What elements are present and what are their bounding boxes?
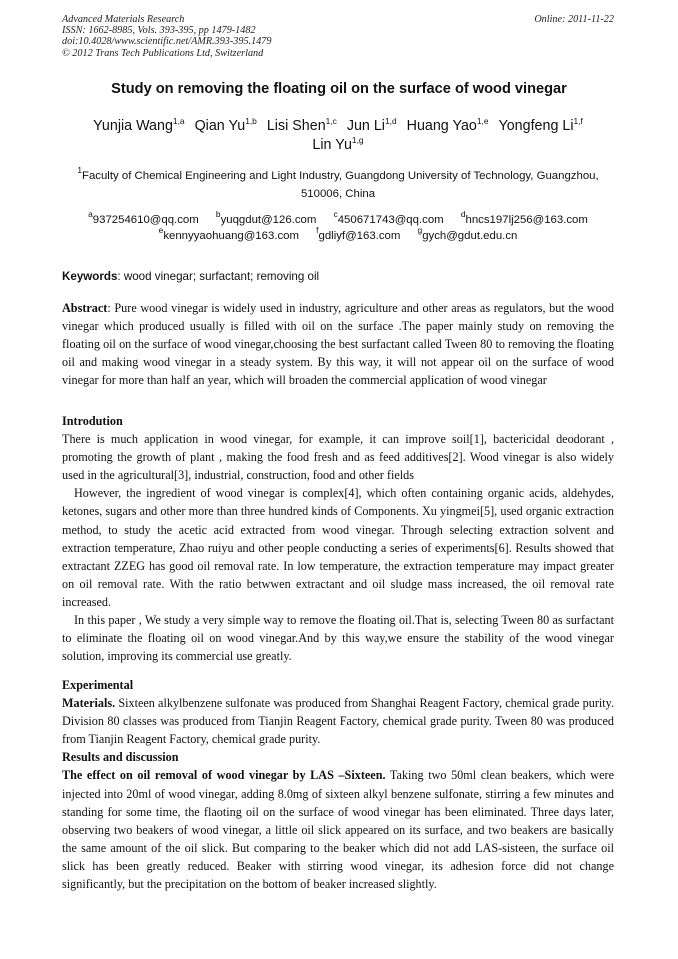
author: Lin Yu$^{1,g}$ bbox=[312, 134, 364, 153]
author: Huang Yao$^{1,e}$ bbox=[406, 116, 489, 134]
abstract-label: Abstract bbox=[62, 301, 108, 315]
experimental-section bbox=[62, 676, 614, 893]
results-heading: Results and discussion bbox=[62, 750, 179, 765]
issn-line: ISSN: 1662-8985, Vols. 393-395, pp 1479-1482 bbox=[62, 25, 256, 37]
author-email[interactable]: $^a$937254610@qq.com bbox=[88, 209, 199, 226]
author-email[interactable]: $^c$450671743@qq.com bbox=[333, 209, 444, 226]
doi-line: doi:10.4028/www.scientific.net/AMR.393-395.1479 bbox=[62, 36, 272, 48]
author-email[interactable]: $^e$kennyyaohuang@163.com bbox=[158, 224, 299, 242]
intro-paragraph-2: However, the ingredient of wood vinegar is complex[4], which often containing organic acids, aldehydes, ketones, sugars and other more than three hundred kinds of Components. Xu yingmei[5], used organic extraction method, to study the acetic acid extracted from wood vinegar. Through selecting extraction solvent and extraction temperature, Zhao ruiyu and other people conducting a series of experiments[6]. Results showed that extractant ZZEG has good oil removal rate. In low temperature, the extraction temperature may impact greater on oil removal rate. With the ratio betwwen extractant and oil sludge mass increased, the oil removal rate increased. bbox=[62, 486, 614, 609]
author: Jun Li$^{1,d}$ bbox=[346, 116, 397, 134]
journal-name: Advanced Materials Research bbox=[62, 14, 185, 25]
email-list bbox=[62, 209, 614, 244]
experimental-heading: Experimental bbox=[62, 678, 134, 692]
introduction-heading: Introdution bbox=[62, 414, 123, 428]
author: Yongfeng Li$^{1,f}$ bbox=[498, 116, 583, 134]
copyright-line: © 2012 Trans Tech Publications Ltd, Switzerland bbox=[62, 47, 264, 59]
materials-paragraph: Materials. Sixteen alkylbenzene sulfonate was produced from Shanghai Reagent Factory, chemical grade purity. Division 80 classes was produced from Tianjin Reagent Factory, chemical grade purity. Tween 80 was produced from Tianjin Reagent Factory, chemical grade purity. bbox=[62, 696, 614, 747]
keywords bbox=[62, 270, 614, 283]
intro-paragraph-3: In this paper , We study a very simple way to remove the floating oil.That is, selecting Tween 80 as surfactant to eliminate the floating oil on wood vinegar.And by this way,we ensure the stability of the wood vinegar solution, improving its commercial use greatly. bbox=[62, 613, 614, 664]
abstract-text: : Pure wood vinegar is widely used in industry, agriculture and other areas as regulators, but the wood vinegar which produced usually is filled with oil on the surface .The paper mainly study on removing the floating oil on the surface of wood vinegar,choosing the best surfactant called Tween 80 to removing the floating oil and making wood vinegar in a steady system. By this way, it will not appear oil on the surface of wood vinegar for more than half an year, which will broaden the commercial application of wood vinegar bbox=[62, 301, 614, 388]
author: Lisi Shen$^{1,c}$ bbox=[266, 116, 337, 134]
author-email[interactable]: $^f$gdliyf@163.com bbox=[316, 224, 401, 242]
effect-paragraph: The effect on oil removal of wood vinegar by LAS –Sixteen. Taking two 50ml clean beakers, which were injected into 20ml of wood vinegar, adding 8.0mg of sixteen alkyl benzene sulfonate, stirring a few minutes and standing for some time, the flaoting oil on the surface of wood vinegar has been eliminated. Three days later, observing two beakers of wood vinegar, a little oil slick appeared on its surface, and two beakers are basically the same amount of the oil slick. But comparing to the beaker which did not add LAS-sisteen, the surface oil slick has been greatly reduced. Beaker with stirring wood vinegar, its adhesion force did not change significantly, but the precipitation on the bottom of beaker increased slightly. bbox=[62, 768, 614, 892]
abstract bbox=[62, 299, 614, 389]
journal-header bbox=[62, 14, 614, 59]
author: Yunjia Wang$^{1,a}$ bbox=[93, 116, 185, 134]
keywords-label: Keywords bbox=[62, 270, 118, 283]
affiliation: $^1$Faculty of Chemical Engineering and Light Industry, Guangdong University of Technology, Guangzhou, 510006, China bbox=[77, 165, 599, 200]
author-email[interactable]: $^g$gych@gdut.edu.cn bbox=[417, 224, 518, 242]
online-date: Online: 2011-11-22 bbox=[534, 14, 614, 25]
author: Qian Yu$^{1,b}$ bbox=[194, 116, 257, 134]
introduction-section bbox=[62, 412, 614, 665]
keywords-text: : wood vinegar; surfactant; removing oil bbox=[117, 270, 320, 283]
paper-title: Study on removing the floating oil on the surface of wood vinegar bbox=[111, 81, 567, 97]
author-email[interactable]: $^d$hncs197lj256@163.com bbox=[460, 209, 588, 226]
intro-paragraph-1: There is much application in wood vinegar, for example, it can improve soil[1], bactericidal deodorant , promoting the growth of plant , making the food fresh and as feed additives[2]. Wood vinegar is also widely used in the agricultural[3], industrial, construction, food and other fields bbox=[62, 432, 614, 483]
author-email[interactable]: $^b$yuqgdut@126.com bbox=[215, 209, 317, 226]
author-list bbox=[62, 117, 614, 154]
